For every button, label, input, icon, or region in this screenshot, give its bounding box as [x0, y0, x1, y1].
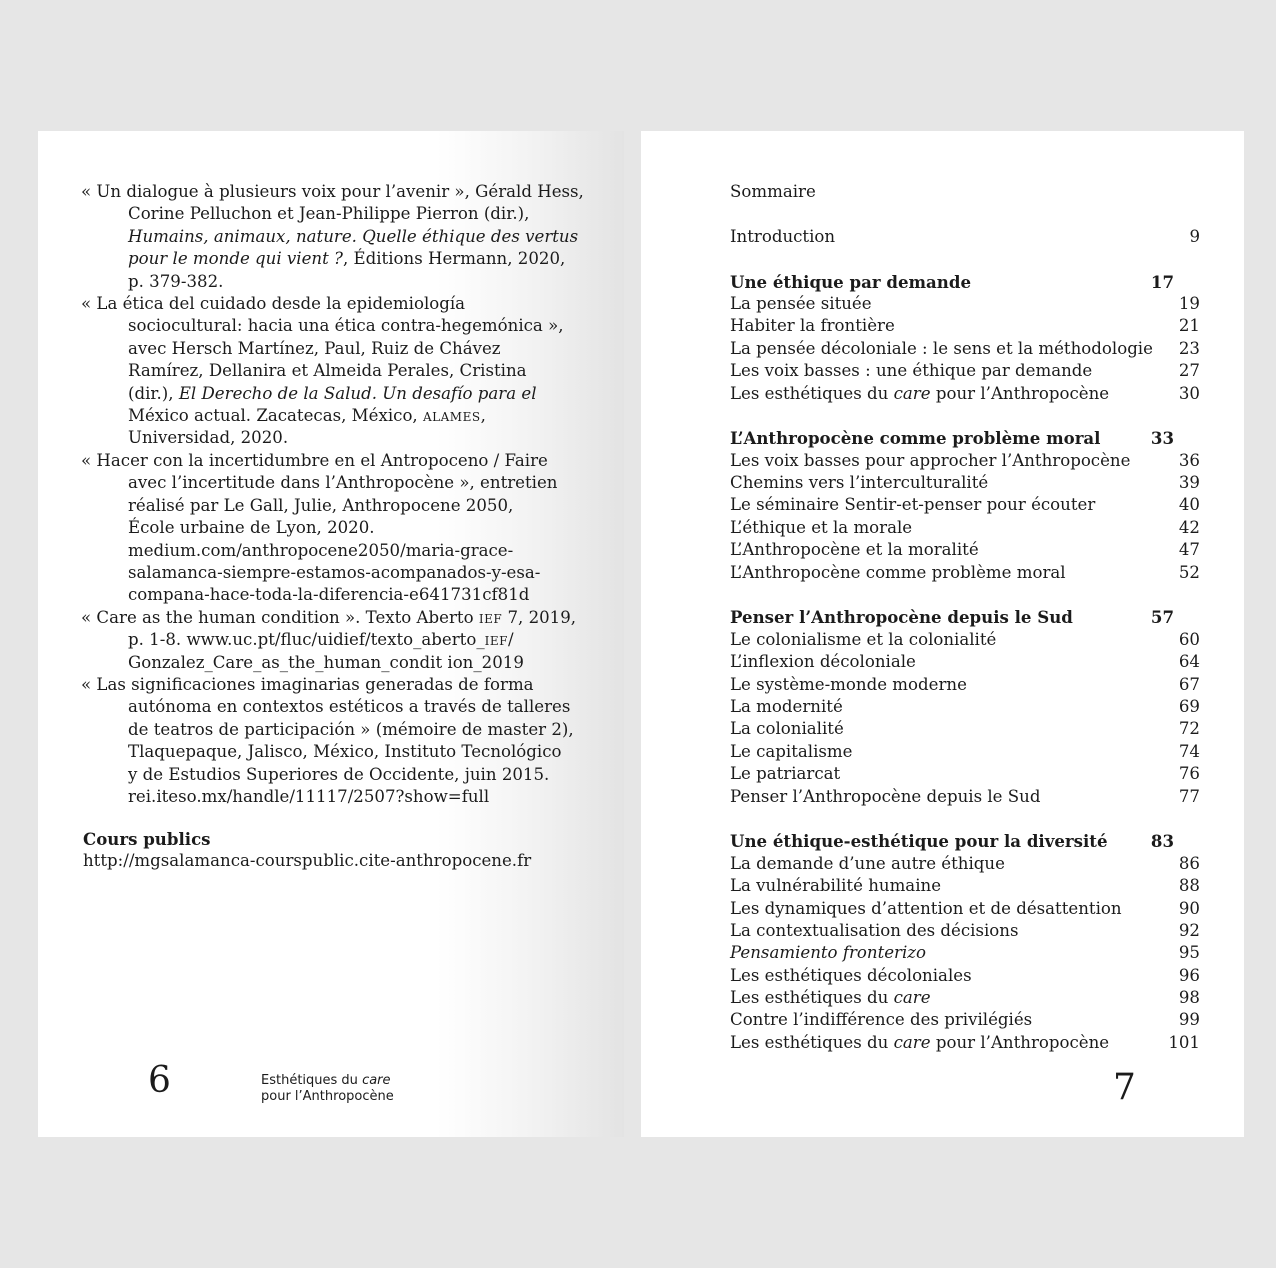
toc-label: La colonialité: [730, 719, 844, 739]
running-head-line: Esthétiques du care: [261, 1073, 391, 1088]
toc-row[interactable]: [730, 562, 1200, 584]
toc-label: La modernité: [730, 696, 843, 716]
reference-line: p. 1-8. www.uc.pt/fluc/uidief/texto_aberto_ief/: [128, 630, 514, 650]
toc-page-number: 64: [1178, 652, 1200, 672]
toc-label: L’éthique et la morale: [730, 517, 913, 537]
toc-page-number: 39: [1178, 473, 1200, 493]
toc-label: Les voix basses : une éthique par demande: [730, 361, 1093, 381]
toc-label: La vulnérabilité humaine: [730, 876, 942, 896]
reference-line: « Un dialogue à plusieurs voix pour l’avenir », Gérald Hess,: [81, 182, 584, 201]
toc-row[interactable]: [730, 920, 1200, 942]
reference-line: Universidad, 2020.: [128, 428, 289, 448]
toc-row[interactable]: [730, 987, 1200, 1009]
toc-page-number: 86: [1178, 853, 1200, 873]
toc-page-number: 42: [1178, 517, 1200, 537]
toc-row[interactable]: [730, 315, 1200, 337]
toc-row[interactable]: [730, 674, 1200, 696]
toc-label: Les esthétiques décoloniales: [730, 965, 972, 985]
toc-row[interactable]: [730, 786, 1200, 808]
reference-line: « La ética del cuidado desde la epidemiología: [81, 294, 466, 314]
toc-row[interactable]: [730, 763, 1200, 785]
toc-row[interactable]: [730, 965, 1200, 987]
bibliography-list: [81, 181, 584, 808]
toc-heading[interactable]: [730, 271, 1200, 293]
toc-page-number: 92: [1178, 920, 1200, 940]
reference-line: y de Estudios Superiores de Occidente, juin 2015.: [128, 764, 550, 784]
left-page: [38, 131, 624, 1137]
reference-line: p. 379-382.: [128, 271, 224, 291]
reference-line: sociocultural: hacia una ética contra-hegemónica »,: [128, 316, 564, 336]
toc-row[interactable]: [730, 875, 1200, 897]
toc-row[interactable]: [730, 942, 1200, 964]
toc-heading-label: Penser l’Anthropocène depuis le Sud: [730, 607, 1073, 628]
toc-label: La pensée décoloniale : le sens et la méthodologie: [730, 338, 1153, 358]
toc-row[interactable]: [730, 1032, 1200, 1054]
toc-label: Les esthétiques du care pour l’Anthropocène: [730, 1032, 1110, 1052]
toc-group: [730, 830, 1200, 1054]
toc-page-number: 47: [1178, 540, 1200, 560]
toc-page-number: 72: [1178, 719, 1200, 739]
toc-page-number: 19: [1178, 293, 1200, 313]
reference-entry: [81, 293, 581, 450]
toc-row[interactable]: [730, 494, 1200, 516]
reference-entry: [81, 181, 584, 293]
toc-page-number: 76: [1178, 764, 1200, 784]
toc-page-number: 60: [1178, 629, 1200, 649]
toc-page-number: 36: [1178, 450, 1200, 470]
toc-heading-label: L’Anthropocène comme problème moral: [730, 428, 1101, 449]
toc-page-number: 101: [1168, 1032, 1200, 1052]
reference-line: autónoma en contextos estéticos a través de talleres: [128, 697, 571, 717]
toc-group: [730, 271, 1200, 405]
toc-page-number: 57: [1150, 607, 1174, 628]
reference-line: medium.com/anthropocene2050/maria-grace-: [128, 540, 514, 560]
toc-groups: [730, 271, 1200, 1055]
toc-row[interactable]: [730, 383, 1200, 405]
reference-line: salamanca-siempre-estamos-acompanados-y-esa-: [128, 562, 541, 582]
reference-line: pour le monde qui vient ?, Éditions Hermann, 2020,: [128, 249, 566, 269]
reference-line: Humains, animaux, nature. Quelle éthique des vertus: [128, 226, 579, 246]
toc-row[interactable]: [730, 226, 1200, 248]
toc-title: Sommaire: [730, 182, 816, 201]
toc-label: La contextualisation des décisions: [730, 920, 1019, 940]
reference-line: de teatros de participación » (mémoire de master 2),: [128, 719, 574, 739]
toc-group: [730, 427, 1200, 584]
toc-page-number: 27: [1178, 361, 1200, 381]
reference-line: « Hacer con la incertidumbre en el Antropoceno / Faire: [81, 450, 548, 470]
toc-label: Le colonialisme et la colonialité: [730, 629, 997, 649]
toc-page-number: 88: [1178, 876, 1200, 896]
reference-entry: [81, 674, 581, 808]
toc-label: Le patriarcat: [730, 764, 841, 784]
toc-page-number: 99: [1178, 1010, 1200, 1030]
toc-page-number: 67: [1178, 674, 1200, 694]
toc-label: Habiter la frontière: [730, 316, 895, 336]
reference-line: Gonzalez_Care_as_the_human_condit ion_2019: [128, 652, 524, 672]
table-of-contents: [730, 181, 1200, 1077]
toc-row[interactable]: [730, 338, 1200, 360]
toc-page-number: 33: [1150, 428, 1174, 449]
reference-line: avec l’incertitude dans l’Anthropocène », entretien: [128, 473, 558, 493]
toc-row[interactable]: [730, 651, 1200, 673]
toc-row[interactable]: [730, 293, 1200, 315]
toc-label: Penser l’Anthropocène depuis le Sud: [730, 786, 1041, 806]
toc-label: Le séminaire Sentir-et-penser pour écouter: [730, 495, 1096, 515]
toc-row[interactable]: [730, 360, 1200, 382]
toc-row[interactable]: [730, 472, 1200, 494]
toc-row[interactable]: [730, 853, 1200, 875]
toc-row[interactable]: [730, 718, 1200, 740]
toc-page-number: 30: [1178, 383, 1200, 403]
reference-line: « Las significaciones imaginarias generadas de forma: [81, 674, 534, 694]
toc-page-number: 90: [1178, 898, 1200, 918]
toc-page-number: 40: [1178, 495, 1200, 515]
toc-row[interactable]: [730, 696, 1200, 718]
reference-line: École urbaine de Lyon, 2020.: [128, 518, 375, 538]
toc-page-number: 74: [1178, 741, 1200, 761]
toc-page-number: 77: [1178, 786, 1200, 806]
toc-heading[interactable]: [730, 830, 1200, 852]
toc-page-number: 69: [1178, 696, 1200, 716]
reference-line: Corine Pelluchon et Jean-Philippe Pierron (dir.),: [128, 204, 530, 224]
page-number: 6: [148, 1060, 171, 1101]
toc-heading[interactable]: [730, 606, 1200, 628]
section-url[interactable]: http://mgsalamanca-courspublic.cite-anthropocene.fr: [83, 851, 532, 870]
reference-line: compana-hace-toda-la-diferencia-e641731cf81d: [128, 585, 530, 605]
running-head-line: pour l’Anthropocène: [261, 1089, 394, 1104]
toc-label: L’inflexion décoloniale: [730, 652, 916, 672]
reference-line: réalisé par Le Gall, Julie, Anthropocene 2050,: [128, 495, 514, 515]
toc-row[interactable]: [730, 898, 1200, 920]
toc-label: Les esthétiques du care: [730, 988, 931, 1008]
section-title: Cours publics: [83, 829, 211, 849]
toc-row[interactable]: [730, 450, 1200, 472]
reference-line: rei.iteso.mx/handle/11117/2507?show=full: [128, 786, 490, 806]
toc-row[interactable]: [730, 629, 1200, 651]
reference-line: México actual. Zacatecas, México, alames,: [128, 406, 486, 426]
toc-label: L’Anthropocène comme problème moral: [730, 562, 1066, 582]
toc-label: Introduction: [730, 226, 836, 246]
toc-page-number: 98: [1178, 988, 1200, 1008]
toc-group: [730, 606, 1200, 808]
page-number: 7: [1113, 1067, 1136, 1108]
toc-page-number: 23: [1178, 338, 1200, 358]
toc-label: Les esthétiques du care pour l’Anthropocène: [730, 383, 1110, 403]
toc-page-number: 95: [1178, 943, 1200, 963]
toc-heading-label: Une éthique-esthétique pour la diversité: [730, 831, 1108, 852]
toc-row[interactable]: [730, 539, 1200, 561]
running-head: [261, 1073, 394, 1105]
toc-heading-label: Une éthique par demande: [730, 271, 972, 292]
toc-label: Le système-monde moderne: [730, 674, 967, 694]
toc-label: L’Anthropocène et la moralité: [730, 540, 979, 560]
right-page: [641, 131, 1244, 1137]
reference-line: « Care as the human condition ». Texto Aberto ief 7, 2019,: [81, 607, 577, 627]
reference-line: Ramírez, Dellanira et Almeida Perales, Cristina: [128, 361, 527, 381]
toc-row[interactable]: [730, 517, 1200, 539]
reference-line: Tlaquepaque, Jalisco, México, Instituto Tecnológico: [128, 742, 562, 762]
toc-label: La pensée située: [730, 293, 872, 313]
reference-line: (dir.), El Derecho de la Salud. Un desafío para el: [128, 383, 537, 403]
toc-page-number: 83: [1150, 831, 1174, 852]
toc-heading[interactable]: [730, 427, 1200, 449]
toc-row[interactable]: [730, 741, 1200, 763]
reference-entry: [81, 607, 581, 674]
toc-label: Les dynamiques d’attention et de désattention: [730, 898, 1122, 918]
toc-label: Le capitalisme: [730, 741, 853, 761]
toc-label: Les voix basses pour approcher l’Anthropocène: [730, 450, 1131, 470]
reference-line: avec Hersch Martínez, Paul, Ruiz de Chávez: [128, 338, 501, 358]
toc-page-number: 9: [1189, 226, 1200, 246]
toc-page-number: 96: [1178, 965, 1200, 985]
toc-page-number: 17: [1150, 271, 1174, 292]
toc-label: Pensamiento fronterizo: [730, 943, 927, 963]
toc-label: Chemins vers l’interculturalité: [730, 473, 989, 493]
toc-label: Contre l’indifférence des privilégiés: [730, 1010, 1033, 1030]
toc-page-number: 52: [1178, 562, 1200, 582]
reference-entry: [81, 450, 581, 607]
toc-row[interactable]: [730, 1009, 1200, 1031]
toc-page-number: 21: [1178, 316, 1200, 336]
toc-label: La demande d’une autre éthique: [730, 853, 1005, 873]
